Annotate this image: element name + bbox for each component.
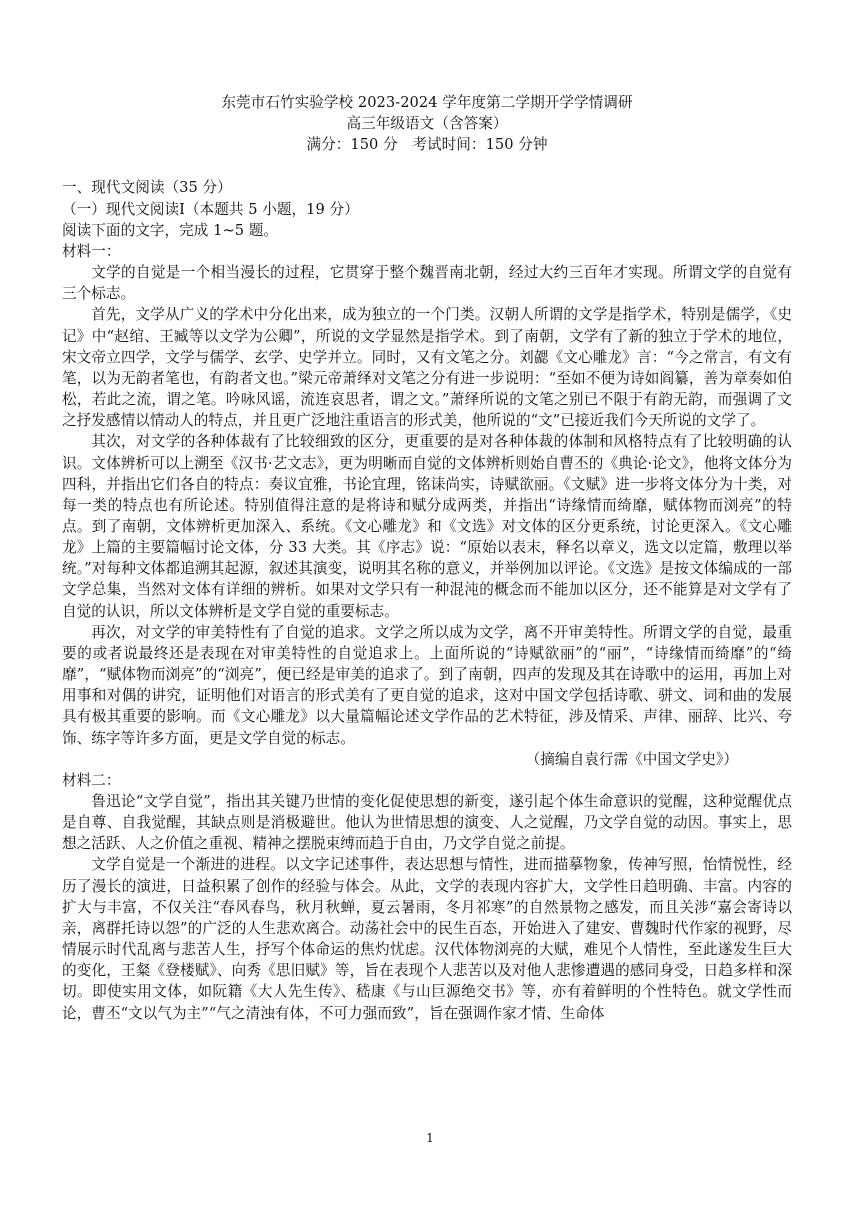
material1-paragraph-1: 文学的自觉是一个相当漫长的过程，它贯穿于整个魏晋南北朝，经过大约三百年才实现。所谓文学的自觉有三个标志。 [62,264,792,303]
material1-label: 材料一： [62,242,121,260]
page-number: 1 [426,1131,434,1145]
material1-paragraph-2: 首先，文学从广义的学术中分化出来，成为独立的一个门类。汉朝人所谓的文学是指学术，特别是儒学，《史记》中“赵绾、王臧等以文学为公卿”，所说的文学显然是指学术。到了南朝，文学有了新的独立于学术的地位，宋文帝立四学，文学与儒学、玄学、史学并立。同时，又有文笔之分。刘勰《文心雕龙》言：“今之常言，有文有笔，以为无韵者笔也，有韵者文也。”梁元帝萧绎对文笔之分有进一步说明：“至如不便为诗如阎纂，善为章奏如伯松，若此之流，谓之笔。吟咏风谣，流连哀思者，谓之文。”萧绎所说的文笔之别已不限于有韵无韵，而强调了文之抒发感情以情动人的特点，并且更广泛地注重语言的形式美，他所说的“文”已接近我们今天所说的文学了。 [62,306,792,430]
reading-instruction: 阅读下面的文字，完成 1~5 题。 [62,221,279,239]
material1-paragraph-4: 再次，对文学的审美特性有了自觉的追求。文学之所以成为文学，离不开审美特性。所谓文学的自觉，最重要的或者说最终还是表现在对审美特性的自觉追求上。上面所说的“诗赋欲丽”的“丽”，“诗缘情而绮靡”的“绮靡”，“赋体物而浏亮”的“浏亮”，便已经是审美的追求了。到了南朝，四声的发现及其在诗歌中的运用，再加上对用事和对偶的讲究，证明他们对语言的形式美有了更自觉的追求，这对中国文学包括诗歌、骈文、词和曲的发展具有极其重要的影响。而《文心雕龙》以大量篇幅论述文学作品的艺术特征，涉及情采、声律、丽辞、比兴、夸饰、练字等许多方面，更是文学自觉的标志。 [62,623,792,747]
material1-paragraph-3: 其次，对文学的各种体裁有了比较细致的区分，更重要的是对各种体裁的体制和风格特点有了比较明确的认识。文体辨析可以上溯至《汉书·艺文志》，更为明晰而自觉的文体辨析则始自曹丕的《典论·论文》，他将文体分为四科，并指出它们各自的特点：奏议宜雅，书论宜理，铭诔尚实，诗赋欲丽。《文赋》进一步将文体分为十类，对每一类的特点也有所论述。特别值得注意的是将诗和赋分成两类，并指出“诗缘情而绮靡，赋体物而浏亮”的特点。到了南朝，文体辨析更加深入、系统。《文心雕龙》和《文选》对文体的区分更系统，讨论更深入。《文心雕龙》上篇的主要篇幅讨论文体，分 33 大类。其《序志》说：“原始以表末，释名以章义，选文以定篇，敷理以举统。”对每种文体都追溯其起源，叙述其演变，说明其名称的意义，并举例加以评论。《文选》是按文体编成的一部文学总集，当然对文体有详细的辨析。如果对文学只有一种混沌的概念而不能加以区分，还不能算是对文学有了自觉的认识，所以文体辨析是文学自觉的重要标志。 [62,433,792,620]
exam-subtitle: 高三年级语文（含答案） [346,115,508,133]
exam-info: 满分：150 分 考试时间：150 分钟 [306,136,548,154]
material2-paragraph-2: 文学自觉是一个渐进的进程。以文字记述事件，表达思想与情性，进而描摹物象，传神写照，怡情悦性，经历了漫长的演进，日益积累了创作的经验与体会。从此，文学的表现内容扩大，文学性日趋明确、丰富。内容的扩大与丰富，不仅关注“春风春鸟，秋月秋蝉，夏云暑雨，冬月祁寒”的自然景物之感发，而且关涉“嘉会寄诗以亲，离群托诗以怨”的广泛的人生悲欢离合。动荡社会中的民生百态，开始进入了建安、曹魏时代作家的视野，尽情展示时代乱离与悲苦人生，抒写个体命运的焦灼忧虑。汉代体物浏亮的大赋，难见个人情性，至此遂发生巨大的变化，王粲《登楼赋》、向秀《思旧赋》等，旨在表现个人悲苦以及对他人悲惨遭遇的感同身受，日趋多样和深切。即使实用文体，如阮籍《大人先生传》、嵇康《与山巨源绝交书》等，亦有着鲜明的个性特色。就文学性而论，曹丕“文以气为主”“气之清浊有体，不可力强而致”，旨在强调作家才情、生命体 [62,856,792,1022]
material2-label: 材料二： [62,771,121,789]
material2-paragraph-1: 鲁迅论“文学自觉”，指出其关键乃世情的变化促使思想的新变，遂引起个体生命意识的觉醒，这种觉醒优点是自尊、自我觉醒，其缺点则是消极避世。他认为世情思想的演变、人之觉醒，乃文学自觉的动因。事实上，思想之活跃、人之价值之重视、精神之摆脱束缚而趋于自由，乃文学自觉之前提。 [62,793,792,853]
section-heading: 一、现代文阅读（35 分） [62,179,232,197]
document-page [62,92,792,1024]
material1-source: （摘编自袁行霈《中国文学史》） [525,750,738,768]
title-block [62,92,792,155]
exam-title: 东莞市石竹实验学校 2023-2024 学年度第二学期开学学情调研 [221,94,633,111]
sub-section-heading: （一）现代文阅读Ⅰ（本题共 5 小题，19 分） [62,200,359,218]
